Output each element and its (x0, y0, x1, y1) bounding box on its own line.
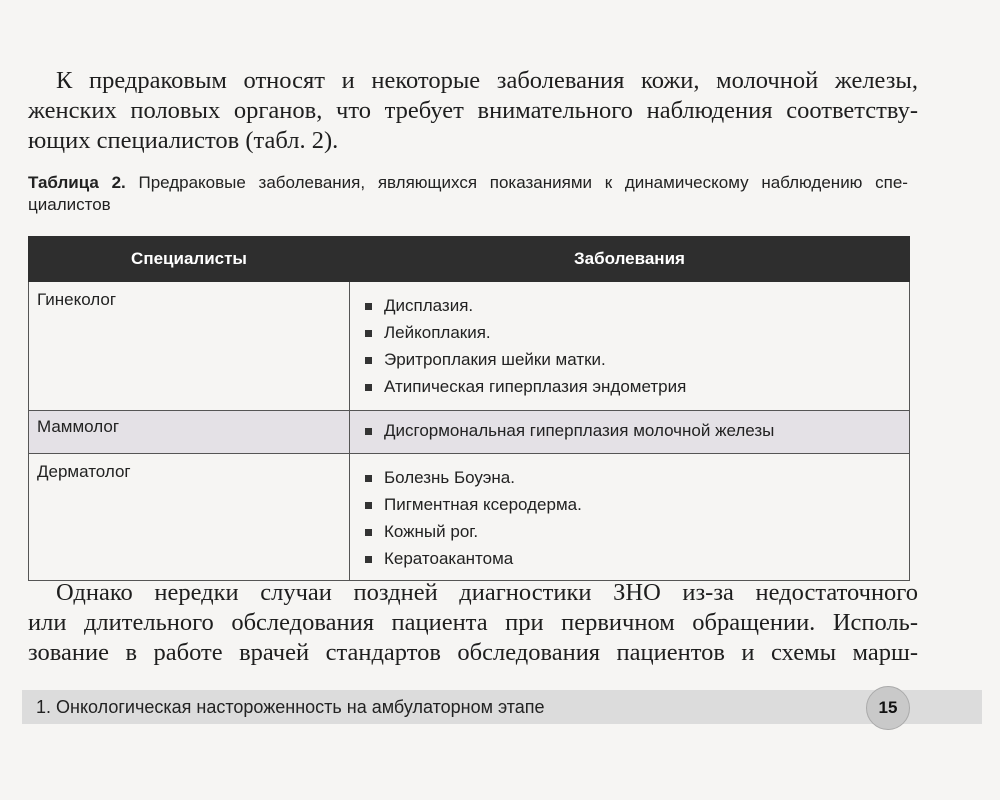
caption-label: Таблица 2. (28, 173, 126, 192)
chapter-title: 1. Онкологическая настороженность на амбулаторном этапе (36, 697, 545, 717)
disease-item: Пигментная ксеродерма. (362, 491, 909, 518)
caption-text: Предраковые заболевания, являющихся показаниями к динамическому наблюдению спе- (138, 173, 908, 192)
disease-item: Дисплазия. (362, 292, 909, 319)
disease-item: Кожный рог. (362, 518, 909, 545)
table-row (29, 282, 910, 411)
diseases-cell (350, 411, 910, 454)
specialist-cell: Гинеколог (29, 282, 350, 411)
disease-item: Лейкоплакия. (362, 319, 909, 346)
intro-line: женских половых органов, что требует внимательного наблюдения соответству- (28, 97, 918, 124)
outro-line: Однако нередки случаи поздней диагностики ЗНО из-за недостаточного (56, 579, 918, 606)
disease-item: Дисгормональная гиперплазия молочной железы (362, 417, 909, 444)
header-specialists: Специалисты (29, 237, 350, 282)
intro-line: ющих специалистов (табл. 2). (28, 127, 339, 154)
outro-paragraph (28, 578, 918, 668)
page-footer (22, 690, 982, 724)
disease-list (350, 454, 909, 572)
intro-line: К предраковым относят и некоторые заболевания кожи, молочной железы, (56, 67, 918, 94)
outro-line: или длительного обследования пациента при первичном обращении. Исполь- (28, 609, 918, 636)
table-row (29, 411, 910, 454)
outro-line: зование в работе врачей стандартов обследования пациентов и схемы марш- (28, 639, 918, 666)
page-number: 15 (866, 686, 910, 730)
specialist-cell: Дерматолог (29, 454, 350, 581)
precancer-table (28, 236, 910, 581)
table-row (29, 454, 910, 581)
disease-item: Эритроплакия шейки матки. (362, 346, 909, 373)
disease-item: Болезнь Боуэна. (362, 464, 909, 491)
table-caption (28, 172, 908, 216)
diseases-cell (350, 282, 910, 411)
disease-item: Кератоакантома (362, 545, 909, 572)
table-header-row (29, 237, 910, 282)
disease-list (350, 411, 909, 444)
intro-paragraph (28, 66, 918, 156)
disease-list (350, 282, 909, 400)
specialist-cell: Маммолог (29, 411, 350, 454)
disease-item: Атипическая гиперплазия эндометрия (362, 373, 909, 400)
caption-text-continued: циалистов (28, 195, 111, 214)
diseases-cell (350, 454, 910, 581)
header-diseases: Заболевания (350, 237, 910, 282)
